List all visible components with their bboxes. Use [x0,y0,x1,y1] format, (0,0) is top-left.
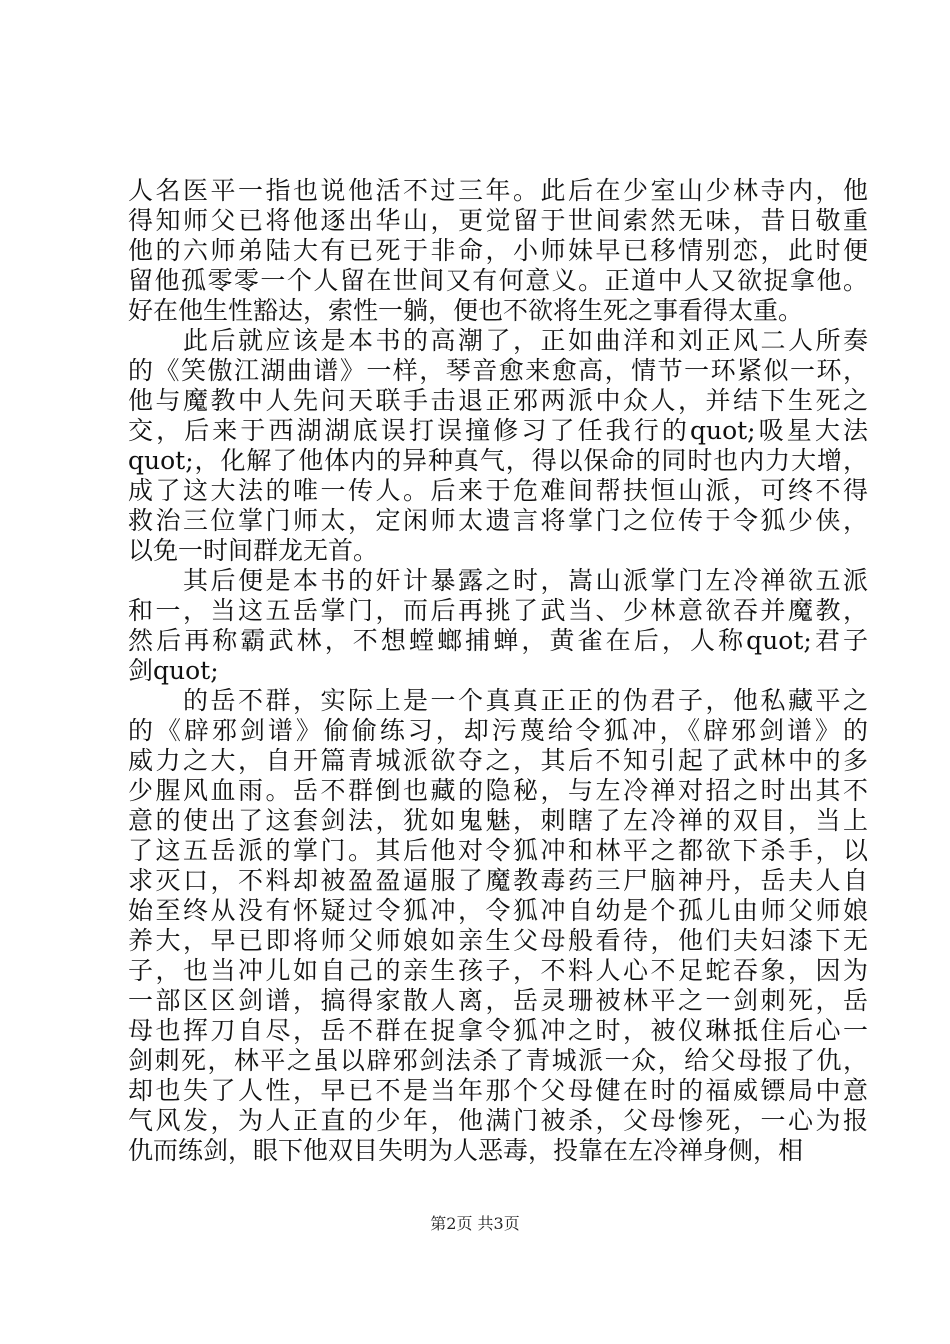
text-line: 得知师父已将他逐出华山，更觉留于世间索然无味，昔日敬重 [128,206,868,235]
text-line: 的《辟邪剑谱》偷偷练习，却污蔑给令狐冲，《辟邪剑谱》的 [128,716,868,745]
text-line: 好在他生性豁达，索性一躺，便也不欲将生死之事看得太重。 [128,296,804,325]
text-line: 剑刺死，林平之虽以辟邪剑法杀了青城派一众，给父母报了仇， [128,1046,868,1075]
text-line: 子，也当冲儿如自己的亲生孩子，不料人心不足蛇吞象，因为 [128,956,868,985]
text-line: 一部区区剑谱，搞得家散人离，岳灵珊被林平之一剑刺死，岳 [128,986,868,1015]
text-line: 的岳不群，实际上是一个真真正正的伪君子，他私藏平之 [128,686,868,715]
text-line: 仇而练剑，眼下他双目失明为人恶毒，投靠在左冷禅身侧，相 [128,1136,804,1165]
text-line: 其后便是本书的奸计暴露之时，嵩山派掌门左冷禅欲五派 [128,566,868,595]
text-line: 威力之大，自开篇青城派欲夺之，其后不知引起了武林中的多 [128,746,868,775]
text-line: 留他孤零零一个人留在世间又有何意义。正道中人又欲捉拿他。 [128,266,868,295]
page-footer: 第2页 共3页 [430,1214,520,1233]
text-line: 然后再称霸武林，不想螳螂捕蝉，黄雀在后，人称quot;君子 [128,626,868,655]
text-line: 剑quot; [128,656,219,685]
text-line: 意的使出了这套剑法，犹如鬼魅，刺瞎了左冷禅的双目，当上 [128,806,868,835]
text-line: 母也挥刀自尽，岳不群在捉拿令狐冲之时，被仪琳抵住后心一 [128,1016,868,1045]
body-text [128,176,868,1166]
text-line: 此后就应该是本书的高潮了，正如曲洋和刘正风二人所奏 [128,326,868,355]
text-line: 他与魔教中人先问天联手击退正邪两派中众人，并结下生死之 [128,386,868,415]
text-line: 成了这大法的唯一传人。后来于危难间帮扶恒山派，可终不得 [128,476,868,505]
text-line: 少腥风血雨。岳不群倒也藏的隐秘，与左冷禅对招之时出其不 [128,776,868,805]
text-line: 却也失了人性，早已不是当年那个父母健在时的福威镖局中意 [128,1076,868,1105]
text-line: 以免一时间群龙无首。 [128,536,379,565]
text-line: 救治三位掌门师太，定闲师太遗言将掌门之位传于令狐少侠， [128,506,868,535]
text-line: 人名医平一指也说他活不过三年。此后在少室山少林寺内，他 [128,176,868,205]
text-line: 交，后来于西湖湖底误打误撞修习了任我行的quot;吸星大法 [128,416,868,445]
text-line: 始至终从没有怀疑过令狐冲，令狐冲自幼是个孤儿由师父师娘 [128,896,868,925]
text-line: 求灭口，不料却被盈盈逼服了魔教毒药三尸脑神丹，岳夫人自 [128,866,868,895]
text-line: 他的六师弟陆大有已死于非命，小师妹早已移情别恋，此时便 [128,236,868,265]
text-line: 养大，早已即将师父师娘如亲生父母般看待，他们夫妇漆下无 [128,926,868,955]
text-line: 气风发，为人正直的少年，他满门被杀，父母惨死，一心为报 [128,1106,868,1135]
text-line: 和一，当这五岳掌门，而后再挑了武当、少林意欲吞并魔教， [128,596,868,625]
text-line: quot;，化解了他体内的异种真气，得以保命的同时也内力大增， [128,446,868,475]
text-line: 的《笑傲江湖曲谱》一样，琴音愈来愈高，情节一环紧似一环， [128,356,868,385]
text-line: 了这五岳派的掌门。其后他对令狐冲和林平之都欲下杀手，以 [128,836,868,865]
